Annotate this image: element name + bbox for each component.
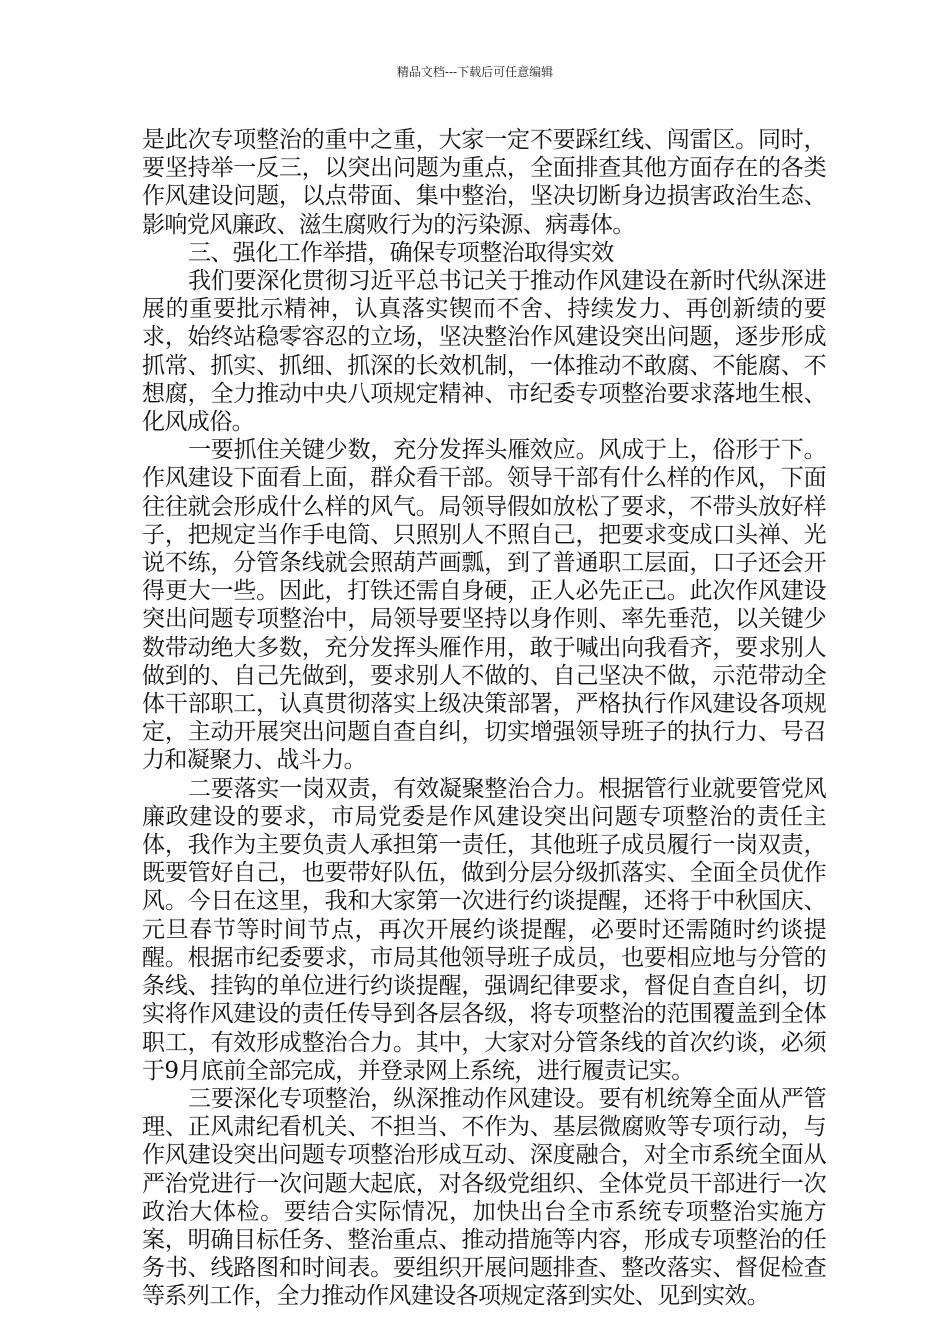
page-header: 精品文档---下载后可任意编辑 <box>396 65 554 79</box>
section-heading: 三、强化工作举措，确保专项整治取得实效 <box>188 239 614 266</box>
paragraph-point-two: 二要落实一岗双责，有效凝聚整治合力。根据管行业就要管党风廉政建设的要求，市局党委是作风建设突出问题专项整治的责任主体，我作为主要负责人承担第一责任，其他班子成员履行一岗双责，既要管好自己，也要带好队伍，做到分层分级抓落实、全面全员优作风。今日在这里，我和大家第一次进行约谈提醒，还将于中秋国庆、元旦春节等时间节点，再次开展约谈提醒，必要时还需随时约谈提醒。根据市纪委要求，市局其他领导班子成员，也要相应地与分管的条线、挂钩的单位进行约谈提醒，强调纪律要求，督促自查自纠，切实将作风建设的责任传导到各层各级，将专项整治的范围覆盖到全体职工，有效形成整治合力。其中，大家对分管条线的首次约谈，必须于9月底前全部完成，并登录网上系统，进行履责记实。 <box>142 775 826 1084</box>
document-body <box>142 126 826 1311</box>
paragraph-intro: 我们要深化贯彻习近平总书记关于推动作风建设在新时代纵深进展的重要批示精神，认真落实锲而不舍、持续发力、再创新绩的要求，始终站稳零容忍的立场，坚决整治作风建设突出问题，逐步形成抓常、抓实、抓细、抓深的长效机制，一体推动不敢腐、不能腐、不想腐，全力推动中央八项规定精神、市纪委专项整治要求落地生根、化风成俗。 <box>142 268 826 436</box>
paragraph-point-one: 一要抓住关键少数，充分发挥头雁效应。风成于上，俗形于下。作风建设下面看上面，群众看干部。领导干部有什么样的作风，下面往往就会形成什么样的风气。局领导假如放松了要求，不带头放好样子，把规定当作手电筒、只照别人不照自己，把要求变成口头禅、光说不练，分管条线就会照葫芦画瓢，到了普通职工层面，口子还会开得更大一些。因此，打铁还需自身硬，正人必先正己。此次作风建设突出问题专项整治中，局领导要坚持以身作则、率先垂范，以关键少数带动绝大多数，充分发挥头雁作用，敢于喊出向我看齐，要求别人做到的、自己先做到，要求别人不做的、自己坚决不做，示范带动全体干部职工，认真贯彻落实上级决策部署，严格执行作风建设各项规定，主动开展突出问题自查自纠，切实增强领导班子的执行力、号召力和凝聚力、战斗力。 <box>142 437 826 774</box>
paragraph-point-three: 三要深化专项整治，纵深推动作风建设。要有机统筹全面从严管理、正风肃纪看机关、不担当、不作为、基层微腐败等专项行动，与作风建设突出问题专项整治形成互动、深度融合，对全市系统全面从严治党进行一次问题大起底，对各级党组织、全体党员干部进行一次政治大体检。要结合实际情况，加快出台全市系统专项整治实施方案，明确目标任务、整治重点、推动措施等内容，形成专项整治的任务书、线路图和时间表。要组织开展问题排查、整改落实、督促检查等系列工作，全力推动作风建设各项规定落到实处、见到实效。 <box>142 1085 826 1310</box>
paragraph-continuation: 是此次专项整治的重中之重，大家一定不要踩红线、闯雷区。同时，要坚持举一反三，以突出问题为重点，全面排查其他方面存在的各类作风建设问题，以点带面、集中整治，坚决切断身边损害政治生态、影响党风廉政、滋生腐败行为的污染源、病毒体。 <box>142 127 826 238</box>
